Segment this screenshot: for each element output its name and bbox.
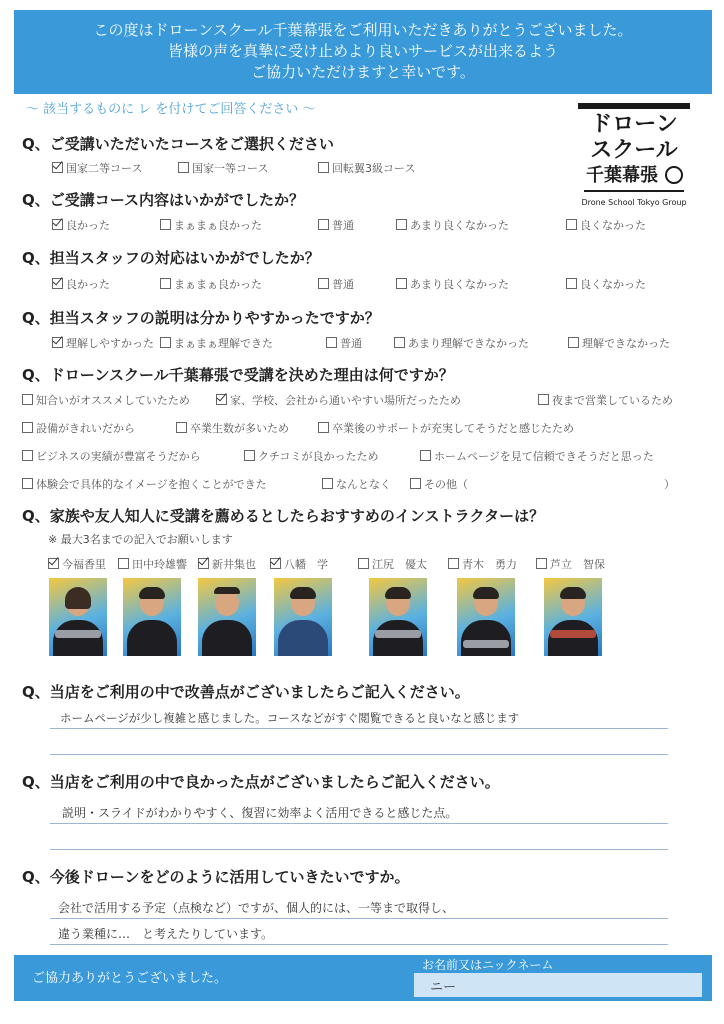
checkbox[interactable]	[22, 478, 33, 489]
question-reason: Q、ドローンスクール千葉幕張で受講を決めた理由は何ですか？	[22, 366, 454, 384]
future-use-answer-line2[interactable]: 違う業種に… と考えたりしています。	[58, 927, 274, 941]
option-label: 青木 勇力	[462, 558, 517, 571]
question-future-use: Q、今後ドローンをどのように活用していきたいですか。	[22, 868, 410, 886]
checkbox[interactable]	[326, 337, 337, 348]
checkbox[interactable]	[270, 558, 281, 569]
option-explain-not-very[interactable]	[394, 335, 529, 351]
checkbox[interactable]	[448, 558, 459, 569]
checkbox[interactable]	[216, 394, 227, 405]
option-reason-homepage[interactable]	[420, 448, 654, 464]
instructor-note: ※ 最大3名までの記入でお願いします	[48, 533, 233, 546]
checkbox[interactable]	[358, 558, 369, 569]
option-label: 八幡 学	[284, 558, 328, 571]
checkbox[interactable]	[52, 219, 63, 230]
question-instructor: Q、家族や友人知人に受講を薦めるとしたらおすすめのインストラクターは？	[22, 507, 545, 525]
future-use-answer-line1[interactable]: 会社で活用する予定（点検など）ですが、個人的には、一等まで取得し、	[58, 901, 455, 915]
option-label: その他（	[424, 478, 468, 491]
answer-line	[50, 918, 668, 919]
option-reason-reviews[interactable]	[244, 448, 379, 464]
option-label: あまり理解できなかった	[408, 337, 529, 350]
option-label: あまり良くなかった	[410, 278, 509, 291]
answer-line	[50, 728, 668, 729]
name-value: ニー	[430, 980, 457, 995]
checkbox[interactable]	[410, 478, 421, 489]
checkbox[interactable]	[178, 162, 189, 173]
question-improvements: Q、当店をご利用の中で改善点がございましたらご記入ください。	[22, 683, 470, 701]
option-label: 回転翼3級コース	[332, 162, 416, 175]
name-field[interactable]	[414, 973, 702, 997]
instructor-photo	[49, 578, 107, 656]
checkbox[interactable]	[52, 337, 63, 348]
option-reason-graduates[interactable]	[176, 420, 289, 436]
option-label: 家、学校、会社から通いやすい場所だったため	[230, 394, 461, 407]
checkbox[interactable]	[396, 278, 407, 289]
option-label: 知合いがオススメしていたため	[36, 394, 190, 407]
name-label: お名前又はニックネーム	[422, 958, 554, 972]
option-label: 良くなかった	[580, 219, 646, 232]
option-content-bad[interactable]	[566, 217, 646, 233]
school-logo	[578, 103, 690, 215]
option-label: 良かった	[66, 219, 110, 232]
checkbox[interactable]	[22, 422, 33, 433]
option-label: あまり良くなかった	[410, 219, 509, 232]
option-label: 普通	[332, 219, 354, 232]
option-label: 卒業生数が多いため	[190, 422, 289, 435]
option-reason-access[interactable]	[216, 392, 461, 408]
option-staff-good[interactable]	[52, 276, 110, 292]
option-instructor-5[interactable]	[358, 556, 427, 572]
logo-line1: ドローン	[590, 112, 678, 137]
question-staff-response: Q、担当スタッフの対応はいかがでしたか？	[22, 249, 320, 267]
instructor-photo	[198, 578, 256, 656]
answer-line	[50, 944, 668, 945]
instructor-photo	[457, 578, 515, 656]
option-explain-easy[interactable]	[52, 335, 154, 351]
option-label: 良くなかった	[580, 278, 646, 291]
option-label: 普通	[340, 337, 362, 350]
footer-banner	[14, 955, 712, 1001]
answer-line	[50, 754, 668, 755]
instructor-photo	[274, 578, 332, 656]
option-instructor-3[interactable]	[198, 556, 256, 572]
option-staff-fair[interactable]	[160, 276, 262, 292]
option-content-not-very-good[interactable]	[396, 217, 509, 233]
instructor-photo	[544, 578, 602, 656]
checkbox[interactable]	[420, 450, 431, 461]
instructor-photo	[123, 578, 181, 656]
checkbox[interactable]	[318, 422, 329, 433]
checkbox[interactable]	[22, 394, 33, 405]
answer-line	[50, 849, 668, 850]
option-reason-other-close: ）	[664, 478, 675, 491]
option-label: 田中玲雄響	[132, 558, 187, 571]
option-label: まぁまぁ良かった	[174, 219, 262, 232]
option-course-national-1[interactable]	[178, 160, 268, 176]
option-instructor-4[interactable]	[270, 556, 328, 572]
instructor-photo	[369, 578, 427, 656]
checkbox[interactable]	[22, 450, 33, 461]
option-reason-facility[interactable]	[22, 420, 135, 436]
header-line: ご協力いただけますと幸いです。	[251, 63, 475, 81]
option-explain-fair[interactable]	[160, 335, 273, 351]
option-course-national-2[interactable]	[52, 160, 142, 176]
logo-subtitle: Drone School Tokyo Group	[581, 198, 687, 207]
option-course-rotor-3[interactable]	[318, 160, 415, 176]
header-banner	[14, 10, 712, 94]
answer-line	[50, 823, 668, 824]
option-reason-other[interactable]	[410, 476, 468, 492]
checkbox[interactable]	[160, 337, 171, 348]
question-explanation: Q、担当スタッフの説明は分かりやすかったですか？	[22, 309, 380, 327]
option-instructor-6[interactable]	[448, 556, 517, 572]
option-reason-night[interactable]	[538, 392, 673, 408]
checkbox[interactable]	[322, 478, 333, 489]
option-label: 江尻 優太	[372, 558, 427, 571]
option-label: 新井集也	[212, 558, 256, 571]
checkbox[interactable]	[568, 337, 579, 348]
footer-thanks: ご協力ありがとうございました。	[32, 971, 228, 986]
option-label: 卒業後のサポートが充実してそうだと感じたため	[332, 422, 574, 435]
improvements-answer[interactable]: ホームページが少し複雑と感じました。コースなどがすぐ閲覧できると良いなと感じます	[60, 711, 520, 725]
option-label: 良かった	[66, 278, 110, 291]
option-reason-business[interactable]	[22, 448, 201, 464]
option-staff-not-very-good[interactable]	[396, 276, 509, 292]
checkbox[interactable]	[536, 558, 547, 569]
option-explain-normal[interactable]	[326, 335, 362, 351]
option-content-normal[interactable]	[318, 217, 354, 233]
header-line: この度はドローンスクール千葉幕張をご利用いただきありがとうございました。	[93, 21, 633, 39]
checkbox[interactable]	[538, 394, 549, 405]
option-label: 国家二等コース	[66, 162, 143, 175]
checkbox[interactable]	[566, 219, 577, 230]
checkbox[interactable]	[244, 450, 255, 461]
option-reason-trial[interactable]	[22, 476, 267, 492]
option-label: クチコミが良かったため	[258, 450, 379, 463]
checkbox[interactable]	[318, 278, 329, 289]
option-label: まぁまぁ理解できた	[174, 337, 273, 350]
option-label: 理解できなかった	[582, 337, 670, 350]
checkbox[interactable]	[318, 219, 329, 230]
checkbox[interactable]	[566, 278, 577, 289]
option-instructor-7[interactable]	[536, 556, 605, 572]
checkbox[interactable]	[52, 162, 63, 173]
option-label: 今福香里	[62, 558, 106, 571]
option-label: 理解しやすかった	[66, 337, 154, 350]
option-staff-normal[interactable]	[318, 276, 354, 292]
option-reason-recommend[interactable]	[22, 392, 190, 408]
logo-line2: スクール	[590, 138, 678, 163]
logo-line3: 千葉幕張	[586, 165, 658, 186]
option-label: ホームページを見て信頼できそうだと思った	[434, 450, 654, 463]
option-explain-not[interactable]	[568, 335, 670, 351]
option-content-fair[interactable]	[160, 217, 262, 233]
instruction: ～ 該当するものに レ を付けてご回答ください ～	[26, 102, 316, 117]
header-line: 皆様の声を真摯に受け止めより良いサービスが出来るよう	[167, 42, 558, 60]
option-label: ビジネスの実績が豊富そうだから	[36, 450, 201, 463]
option-instructor-2[interactable]	[118, 556, 187, 572]
question-course: Q、ご受講いただいたコースをご選択ください	[22, 135, 335, 153]
checkbox[interactable]	[318, 162, 329, 173]
checkbox[interactable]	[52, 278, 63, 289]
checkbox[interactable]	[48, 558, 59, 569]
checkbox[interactable]	[160, 278, 171, 289]
option-label: 夜まで営業しているため	[552, 394, 673, 407]
checkbox[interactable]	[396, 219, 407, 230]
option-label: 普通	[332, 278, 354, 291]
option-label: 国家一等コース	[192, 162, 269, 175]
checkbox[interactable]	[160, 219, 171, 230]
question-good-points: Q、当店をご利用の中で良かった点がございましたらご記入ください。	[22, 773, 500, 791]
option-label: 体験会で具体的なイメージを抱くことができた	[36, 478, 267, 491]
option-content-good[interactable]	[52, 217, 110, 233]
option-reason-support[interactable]	[318, 420, 574, 436]
checkbox[interactable]	[176, 422, 187, 433]
checkbox[interactable]	[118, 558, 129, 569]
option-label: 設備がきれいだから	[36, 422, 135, 435]
option-instructor-1[interactable]	[48, 556, 106, 572]
question-content: Q、ご受講コース内容はいかがでしたか？	[22, 191, 305, 209]
checkbox[interactable]	[394, 337, 405, 348]
option-label: なんとなく	[336, 478, 391, 491]
good-points-answer[interactable]: 説明・スライドがわかりやすく、復習に効率よく活用できると感じた点。	[62, 806, 458, 820]
option-staff-bad[interactable]	[566, 276, 646, 292]
option-reason-somehow[interactable]	[322, 476, 391, 492]
checkbox[interactable]	[198, 558, 209, 569]
option-label: まぁまぁ良かった	[174, 278, 262, 291]
option-label: 芦立 智保	[550, 558, 605, 571]
